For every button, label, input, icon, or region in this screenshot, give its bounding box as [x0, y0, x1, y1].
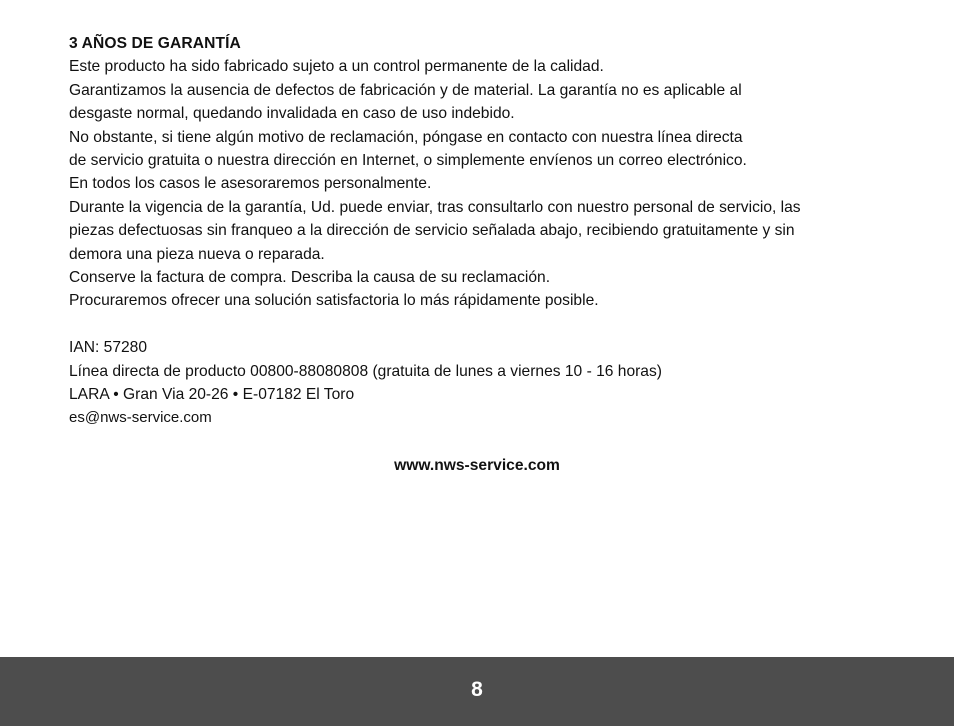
warranty-line: Este producto ha sido fabricado sujeto a un control permanente de la calidad.	[69, 58, 604, 76]
warranty-line: En todos los casos le asesoraremos personalmente.	[69, 175, 432, 193]
warranty-line: Procuraremos ofrecer una solución satisfactoria lo más rápidamente posible.	[69, 292, 599, 310]
warranty-line: de servicio gratuita o nuestra dirección en Internet, o simplemente envíenos un correo electrónico.	[69, 152, 747, 170]
service-address: LARA • Gran Via 20-26 • E-07182 El Toro	[69, 386, 355, 404]
page-footer	[0, 657, 954, 726]
page-number: 8	[471, 678, 483, 701]
warranty-line: desgaste normal, quedando invalidada en caso de uso indebido.	[69, 105, 515, 123]
website-url: www.nws-service.com	[394, 457, 560, 474]
service-email: es@nws-service.com	[69, 409, 212, 427]
warranty-line: demora una pieza nueva o reparada.	[69, 245, 325, 263]
warranty-section	[69, 32, 889, 430]
warranty-line: Durante la vigencia de la garantía, Ud. puede enviar, tras consultarlo con nuestro personal de servicio, las	[69, 198, 801, 216]
ian-number: IAN: 57280	[69, 339, 148, 357]
warranty-line: piezas defectuosas sin franqueo a la dirección de servicio señalada abajo, recibiendo gratuitamente y sin	[69, 222, 795, 240]
product-hotline: Línea directa de producto 00800-88080808 (gratuita de lunes a viernes 10 - 16 horas)	[69, 362, 662, 380]
paragraph-spacer	[69, 313, 889, 336]
warranty-heading: 3 AÑOS DE GARANTÍA	[69, 35, 241, 52]
warranty-line: Conserve la factura de compra. Describa la causa de su reclamación.	[69, 269, 551, 287]
warranty-line: Garantizamos la ausencia de defectos de fabricación y de material. La garantía no es aplicable al	[69, 81, 742, 99]
warranty-line: No obstante, si tiene algún motivo de reclamación, póngase en contacto con nuestra línea directa	[69, 128, 743, 146]
